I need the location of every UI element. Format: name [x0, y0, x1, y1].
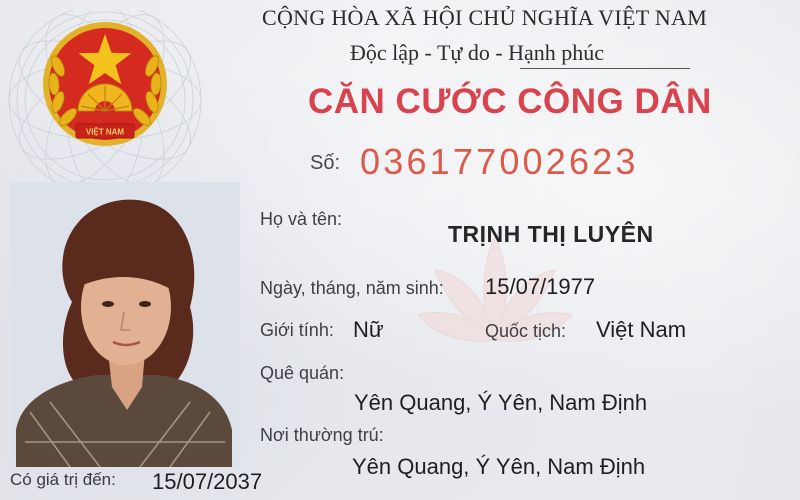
hometown-label: Quê quán:	[260, 363, 345, 383]
dob-label: Ngày, tháng, năm sinh:	[260, 278, 444, 298]
country-header: CỘNG HÒA XÃ HỘI CHỦ NGHĨA VIỆT NAM	[262, 5, 708, 30]
emblem-text: VIỆT NAM	[85, 127, 125, 137]
holder-photo	[10, 182, 240, 467]
hometown: Yên Quang, Ý Yên, Nam Định	[354, 390, 648, 415]
card-title: CĂN CƯỚC CÔNG DÂN	[308, 82, 712, 121]
portrait-image	[10, 182, 240, 467]
nationality: Việt Nam	[596, 317, 687, 342]
expiry-label: Có giá trị đến:	[10, 470, 116, 489]
sex-label: Giới tính:	[260, 320, 334, 340]
national-emblem	[30, 16, 180, 166]
id-number: 036177002623	[360, 141, 639, 182]
residence-label: Nơi thường trú:	[260, 425, 384, 445]
motto-underline	[520, 68, 690, 69]
full-name: TRỊNH THỊ LUYÊN	[448, 221, 654, 247]
nationality-label: Quốc tịch:	[485, 321, 567, 341]
id-number-label: Số:	[310, 152, 341, 174]
residence: Yên Quang, Ý Yên, Nam Định	[352, 454, 646, 479]
sex: Nữ	[353, 317, 384, 342]
expiry-date: 15/07/2037	[152, 469, 263, 494]
date-of-birth: 15/07/1977	[485, 274, 596, 299]
motto: Độc lập - Tự do - Hạnh phúc	[350, 40, 605, 65]
name-label: Họ và tên:	[260, 209, 343, 229]
